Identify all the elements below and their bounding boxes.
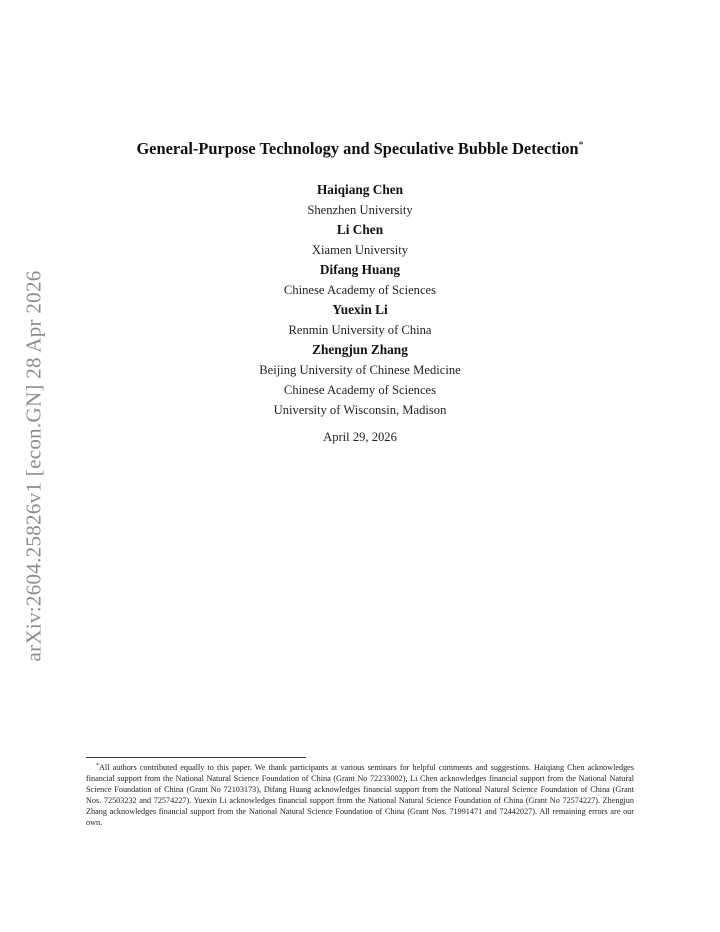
footnote-mark: * (96, 763, 99, 769)
author-affiliation: Chinese Academy of Sciences (283, 283, 437, 297)
author-name: Yuexin Li (332, 302, 388, 317)
paper-date: April 29, 2026 (323, 430, 397, 444)
author-name: Haiqiang Chen (316, 182, 404, 197)
footnote-divider (86, 757, 306, 758)
footnote (86, 761, 634, 829)
arxiv-identifier: arXiv:2604.25826v1 [econ.GN] 28 Apr 2026 (21, 270, 46, 662)
author-affiliation: Beijing University of Chinese Medicine (259, 363, 461, 377)
paper-title-text: General-Purpose Technology and Speculative Bubble Detection (136, 139, 579, 158)
title-footnote-mark: * (578, 140, 584, 151)
author-affiliation: Shenzhen University (307, 203, 413, 217)
author-name: Zhengjun Zhang (312, 342, 408, 357)
author-name: Difang Huang (319, 262, 401, 277)
author-affiliation: Renmin University of China (288, 323, 432, 337)
paper-title (0, 139, 720, 159)
author-block (0, 180, 720, 420)
author-affiliation: Chinese Academy of Sciences (283, 383, 437, 397)
author-name: Li Chen (336, 222, 384, 237)
author-affiliation: University of Wisconsin, Madison (273, 403, 447, 417)
footnote-text: All authors contributed equally to this paper. We thank participants at various seminars for helpful comments and suggestions. Haiqiang Chen acknowledges financial support from the National Natural Science Foundation of China (Grant No 72233002), Li Chen acknowledges financial support from the National Natural Science Foundation of China (Grant No 72103173), Difang Huang acknowledges financial support from the National Natural Science Foundation of China (Grant Nos. 72503232 and 72574227). Yuexin Li acknowledges financial support from the National Natural Science Foundation of China (Grant No 72574227). Zhengjun Zhang acknowledges financial support from the National Natural Science Foundation of China (Grant Nos. 71991471 and 72442027). All remaining errors are our own. (86, 763, 634, 828)
author-affiliation: Xiamen University (311, 243, 409, 257)
